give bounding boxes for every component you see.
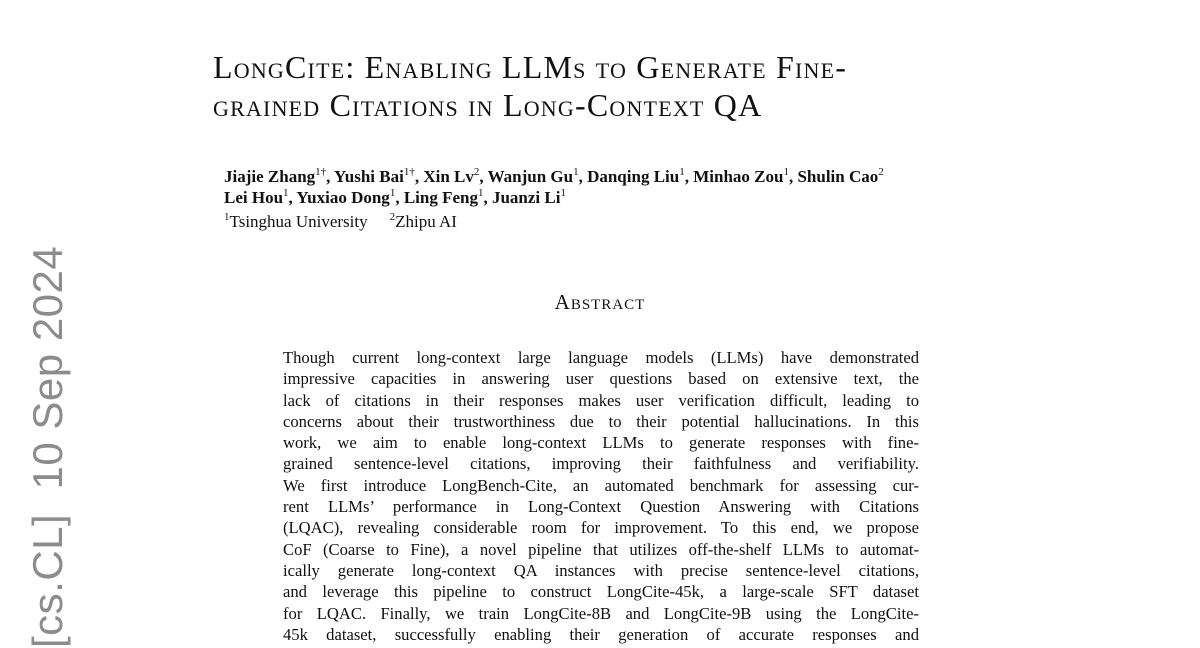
- author-name: Xin Lv: [423, 167, 474, 186]
- abstract-line: ically generate long-context QA instances with precise sentence-level citations,: [283, 560, 919, 580]
- author-affil-mark: 1: [389, 187, 396, 199]
- abstract-line: (LQAC), revealing considerable room for improvement. To this end, we propose: [283, 518, 919, 538]
- author-name: Ling Feng: [403, 188, 478, 207]
- abstract-line: work, we aim to enable long-context LLMs to generate responses with fine-: [283, 433, 919, 453]
- author-list: [224, 166, 884, 208]
- author-line: Jiajie Zhang$^{1\dagger}$, Yushi Bai$^{1\dagger}$, Xin Lv$^2$, Wanjun Gu$^1$, Danqing Liu$^1$, Minhao Zou$^1$, Shulin Cao$^2$: [224, 166, 884, 186]
- abstract-line: lack of citations in their responses makes user verification difficult, leading to: [283, 390, 919, 410]
- affiliation-mark: 1: [224, 211, 230, 223]
- affiliation-mark: 2: [389, 211, 396, 223]
- author-affil-mark: 1: [783, 166, 789, 178]
- abstract-line: We first introduce LongBench-Cite, an automated benchmark for assessing cur-: [283, 475, 919, 495]
- affiliation-name: Zhipu AI: [395, 212, 457, 231]
- author-name: Shulin Cao: [797, 167, 879, 186]
- abstract-heading: Abstract: [554, 290, 646, 314]
- author-name: Lei Hou: [224, 188, 284, 207]
- author-affil-mark: 1: [477, 187, 484, 199]
- title-line: LongCite: Enabling LLMs to Generate Fine-: [213, 49, 848, 85]
- author-name: Yushi Bai: [334, 167, 404, 186]
- author-name: Juanzi Li: [491, 188, 561, 207]
- affiliations: [224, 211, 457, 232]
- abstract-line: rent LLMs’ performance in Long-Context Question Answering with Citations: [283, 497, 919, 517]
- abstract-line: impressive capacities in answering user questions based on extensive text, the: [283, 369, 919, 389]
- author-name: Wanjun Gu: [487, 167, 574, 186]
- author-line: Lei Hou$^1$, Yuxiao Dong$^1$, Ling Feng$^1$, Juanzi Li$^1$: [224, 187, 566, 207]
- author-affil-mark: 1: [679, 166, 685, 178]
- abstract-line: Though current long-context large language models (LLMs) have demonstrated: [283, 348, 919, 367]
- title-line: grained Citations in Long-Context QA: [213, 87, 763, 123]
- affiliation-name: Tsinghua University: [229, 212, 368, 231]
- arxiv-stamp: [20, 246, 76, 648]
- author-affil-mark: 2: [878, 166, 884, 178]
- author-affil-mark: 1: [573, 166, 579, 178]
- abstract-line: and leverage this pipeline to construct LongCite-45k, a large-scale SFT dataset: [283, 582, 919, 602]
- abstract-line: CoF (Coarse to Fine), a novel pipeline that utilizes off-the-shelf LLMs to automat-: [283, 539, 919, 559]
- author-name: Minhao Zou: [693, 167, 784, 186]
- author-name: Yuxiao Dong: [296, 188, 390, 207]
- abstract-line: 45k dataset, successfully enabling their generation of accurate responses and: [283, 624, 919, 644]
- author-name: Danqing Liu: [587, 167, 680, 186]
- author-name: Jiajie Zhang: [224, 167, 316, 186]
- author-affil-mark: 1†: [315, 166, 327, 178]
- abstract-line: concerns about their trustworthiness due to their potential hallucinations. In this: [283, 411, 919, 431]
- author-affil-mark: 1: [560, 187, 566, 199]
- author-affil-mark: 1†: [403, 166, 415, 178]
- paper-title: [213, 48, 1033, 124]
- abstract-body: [283, 347, 919, 645]
- abstract-line: grained sentence-level citations, improving their faithfulness and verifiability.: [283, 454, 919, 474]
- abstract-line: for LQAC. Finally, we train LongCite-8B and LongCite-9B using the LongCite-: [283, 603, 919, 623]
- author-affil-mark: 2: [473, 166, 480, 178]
- arxiv-stamp-text: [cs.CL] 10 Sep 2024: [24, 245, 71, 648]
- author-affil-mark: 1: [283, 187, 289, 199]
